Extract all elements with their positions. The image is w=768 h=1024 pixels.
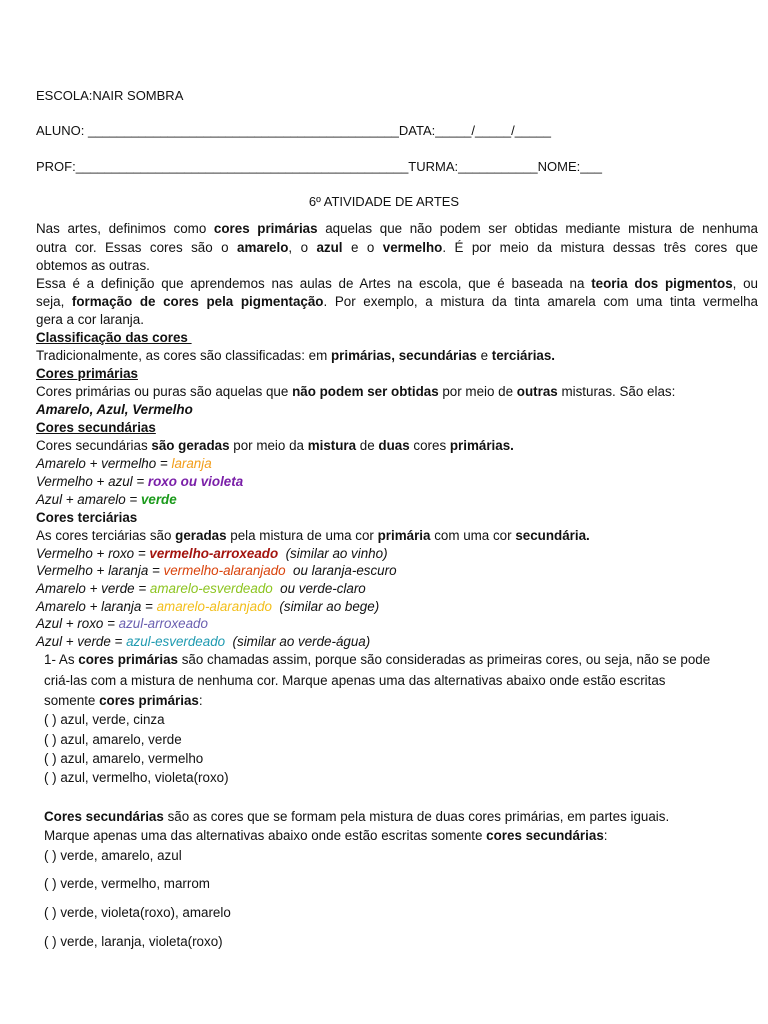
primary-heading: Cores primárias bbox=[36, 366, 138, 381]
intro-line-4: Essa é a definição que aprendemos nas aulas de Artes na escola, que é baseada na teoria dos pigmentos, ou bbox=[36, 276, 759, 291]
classification-heading: Classificação das cores bbox=[36, 330, 192, 345]
secondary-mix-3: Azul + amarelo = verde bbox=[36, 492, 177, 507]
question-1-option-3[interactable]: ( ) azul, amarelo, vermelho bbox=[44, 751, 204, 766]
question-2-option-3[interactable]: ( ) verde, violeta(roxo), amarelo bbox=[44, 905, 231, 920]
secondary-mix-2: Vermelho + azul = roxo ou violeta bbox=[36, 474, 244, 489]
question-2-option-4[interactable]: ( ) verde, laranja, violeta(roxo) bbox=[44, 934, 223, 949]
intro-line-2: outra cor. Essas cores são o amarelo, o azul e o vermelho. É por meio da mistura dessas três cores que bbox=[36, 240, 758, 255]
question-1-line-1: 1- As cores primárias são chamadas assim, porque são consideradas as primeiras cores, ou seja, não se pode bbox=[44, 652, 711, 667]
intro-line-6: gera a cor laranja. bbox=[36, 312, 144, 327]
tertiary-mix-1: Vermelho + roxo = vermelho-arroxeado (similar ao vinho) bbox=[36, 546, 388, 561]
question-1-option-1[interactable]: ( ) azul, verde, cinza bbox=[44, 712, 165, 727]
tertiary-mix-6: Azul + verde = azul-esverdeado (similar ao verde-água) bbox=[36, 634, 371, 649]
question-2-option-2[interactable]: ( ) verde, vermelho, marrom bbox=[44, 876, 210, 891]
primary-text: Cores primárias ou puras são aquelas que não podem ser obtidas por meio de outras misturas. São elas: bbox=[36, 384, 676, 399]
secondary-mix-1: Amarelo + vermelho = laranja bbox=[36, 456, 212, 471]
question-1-option-4[interactable]: ( ) azul, vermelho, violeta(roxo) bbox=[44, 770, 229, 785]
question-1-line-3: somente cores primárias: bbox=[44, 693, 203, 708]
question-2-line-2: Marque apenas uma das alternativas abaixo onde estão escritas somente cores secundárias: bbox=[44, 828, 608, 843]
question-2-line-1: Cores secundárias são as cores que se formam pela mistura de duas cores primárias, em partes iguais. bbox=[44, 809, 670, 824]
tertiary-text: As cores terciárias são geradas pela mistura de uma cor primária com uma cor secundária. bbox=[36, 528, 590, 543]
tertiary-mix-5: Azul + roxo = azul-arroxeado bbox=[36, 616, 208, 631]
secondary-text: Cores secundárias são geradas por meio da mistura de duas cores primárias. bbox=[36, 438, 514, 453]
primary-list: Amarelo, Azul, Vermelho bbox=[36, 402, 193, 417]
activity-title: 6º ATIVIDADE DE ARTES bbox=[308, 194, 460, 209]
intro-line-5: seja, formação de cores pela pigmentação. Por exemplo, a mistura da tinta amarela com uma tinta vermelha bbox=[36, 294, 758, 309]
question-2-option-1[interactable]: ( ) verde, amarelo, azul bbox=[44, 848, 182, 863]
secondary-heading: Cores secundárias bbox=[36, 420, 156, 435]
intro-line-1: Nas artes, definimos como cores primárias aquelas que não podem ser obtidas mediante mistura de nenhuma bbox=[36, 221, 758, 236]
question-1-option-2[interactable]: ( ) azul, amarelo, verde bbox=[44, 732, 182, 747]
tertiary-mix-2: Vermelho + laranja = vermelho-alaranjado ou laranja-escuro bbox=[36, 563, 397, 578]
classification-text: Tradicionalmente, as cores são classificadas: em primárias, secundárias e terciárias. bbox=[36, 348, 556, 363]
school-name: ESCOLA:NAIR SOMBRA bbox=[36, 88, 184, 103]
tertiary-heading: Cores terciárias bbox=[36, 510, 138, 525]
teacher-field[interactable]: PROF:______________________________________________TURMA:___________NOME:___ bbox=[36, 159, 602, 174]
tertiary-mix-4: Amarelo + laranja = amarelo-alaranjado (similar ao bege) bbox=[36, 599, 380, 614]
student-field[interactable]: ALUNO: ___________________________________________DATA:_____/_____/_____ bbox=[36, 123, 551, 138]
intro-line-3: obtemos as outras. bbox=[36, 258, 150, 273]
question-1-line-2: criá-las com a mistura de nenhuma cor. Marque apenas uma das alternativas abaixo onde estão escritas bbox=[44, 673, 666, 688]
tertiary-mix-3: Amarelo + verde = amarelo-esverdeado ou verde-claro bbox=[36, 581, 366, 596]
